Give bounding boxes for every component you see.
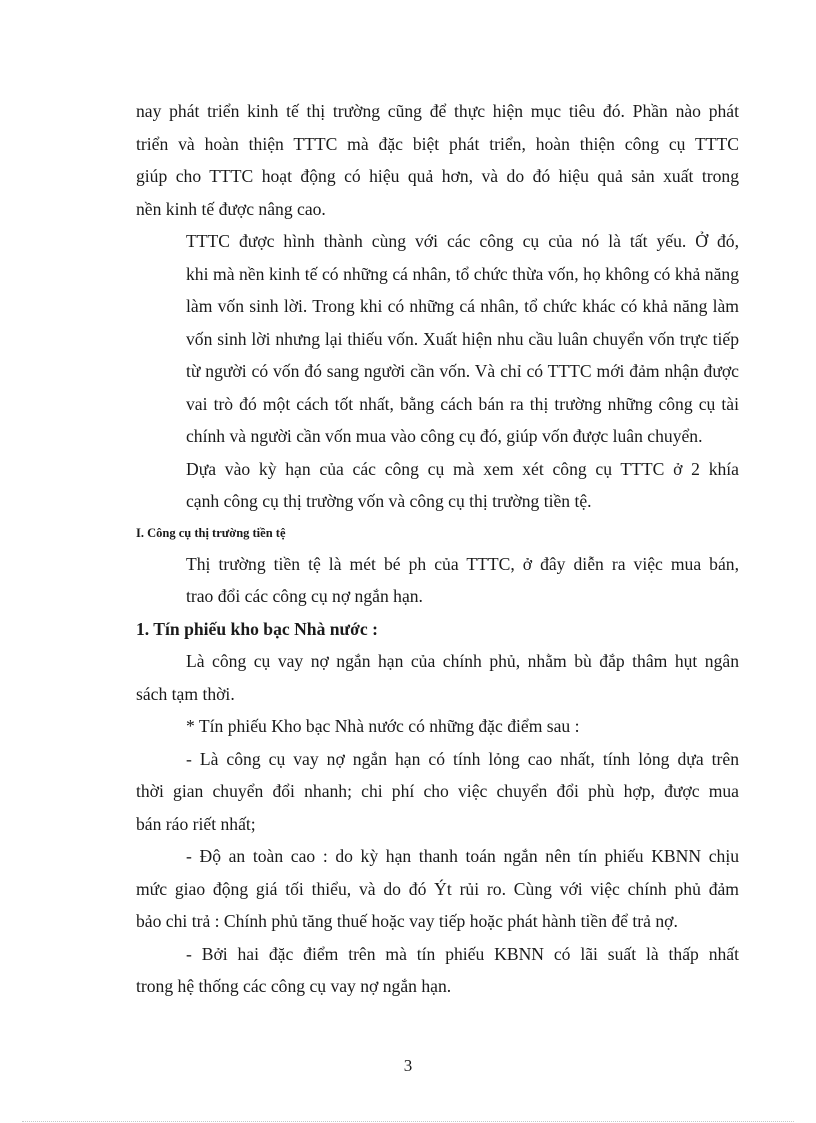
text-line: - Bởi hai đặc điểm trên mà tín phiếu KBNN có lãi suất là thấp nhất xyxy=(186,943,739,964)
text-line: trong hệ thống các công cụ vay nợ ngắn hạn. xyxy=(136,976,452,996)
text-line: vai trò đó một cách tốt nhất, bằng cách bán ra thị trường những công cụ tài xyxy=(186,393,739,414)
text-line: trao đổi các công cụ nợ ngắn hạn. xyxy=(186,586,423,606)
text-line: * Tín phiếu Kho bạc Nhà nước có những đặc điểm sau : xyxy=(186,716,580,736)
text-line: cạnh công cụ thị trường vốn và công cụ thị trường tiền tệ. xyxy=(186,491,592,511)
text-line: nay phát triển kinh tế thị trường cũng để thực hiện mục tiêu đó. Phần nào phát xyxy=(136,101,739,121)
text-line: mức giao động giá tối thiểu, và do đó Ýt rủi ro. Cùng với việc chính phủ đảm xyxy=(136,878,739,899)
page-number: 3 xyxy=(403,1056,413,1075)
text-line: từ người có vốn đó sang người cần vốn. Và chỉ có TTTC mới đảm nhận được xyxy=(186,361,739,381)
paragraph-maturity xyxy=(136,453,739,518)
text-line: Thị trường tiền tệ là mét bé ph của TTTC, ở đây diễn ra việc mua bán, xyxy=(186,553,739,574)
paragraph-tttc-formation xyxy=(136,225,739,453)
paragraph-definition xyxy=(136,645,739,710)
text-line: vốn sinh lời nhưng lại thiếu vốn. Xuất hiện nhu cầu luân chuyển vốn trực tiếp xyxy=(186,328,739,349)
text-line: giúp cho TTTC hoạt động có hiệu quả hơn, và do đó hiệu quả sản xuất trong xyxy=(136,166,739,186)
paragraph-features-intro xyxy=(136,710,739,743)
text-line: - Là công cụ vay nợ ngắn hạn có tính lỏng cao nhất, tính lỏng dựa trên xyxy=(186,748,739,769)
page-content xyxy=(136,95,739,1003)
text-line: TTTC được hình thành cùng với các công cụ của nó là tất yếu. Ở đó, xyxy=(186,231,739,251)
subsection-heading: 1. Tín phiếu kho bạc Nhà nước : xyxy=(136,618,378,639)
paragraph-interest-rate xyxy=(136,938,739,1003)
text-line: bảo chi trả : Chính phủ tăng thuế hoặc vay tiếp hoặc phát hành tiền để trả nợ. xyxy=(136,911,678,931)
text-line: làm vốn sinh lời. Trong khi có những cá nhân, tổ chức khác có khả năng làm xyxy=(186,296,739,316)
text-line: - Độ an toàn cao : do kỳ hạn thanh toán ngắn nên tín phiếu KBNN chịu xyxy=(186,846,739,866)
text-line: bán ráo riết nhất; xyxy=(136,813,256,834)
paragraph-continuation xyxy=(136,95,739,225)
text-line: triển và hoàn thiện TTTC mà đặc biệt phát triển, hoàn thiện công cụ TTTC xyxy=(136,133,739,154)
text-line: Là công cụ vay nợ ngắn hạn của chính phủ, nhằm bù đắp thâm hụt ngân xyxy=(186,651,739,671)
section-heading: I. Công cụ thị trường tiền tệ xyxy=(136,525,286,540)
text-line: Dựa vào kỳ hạn của các công cụ mà xem xét công cụ TTTC ở 2 khía xyxy=(186,458,739,479)
text-line: chính và người cần vốn mua vào công cụ đó, giúp vốn được luân chuyển. xyxy=(186,426,703,446)
paragraph-liquidity xyxy=(136,743,739,841)
text-line: thời gian chuyển đổi nhanh; chi phí cho việc chuyển đổi phù hợp, được mua xyxy=(136,781,739,801)
paragraph-money-market xyxy=(136,548,739,613)
paragraph-safety xyxy=(136,840,739,938)
text-line: sách tạm thời. xyxy=(136,683,235,704)
text-line: khi mà nền kinh tế có những cá nhân, tổ chức thừa vốn, họ không có khả năng xyxy=(186,263,739,284)
text-line: nền kinh tế được nâng cao. xyxy=(136,198,326,219)
page-bottom-divider xyxy=(22,1121,794,1122)
